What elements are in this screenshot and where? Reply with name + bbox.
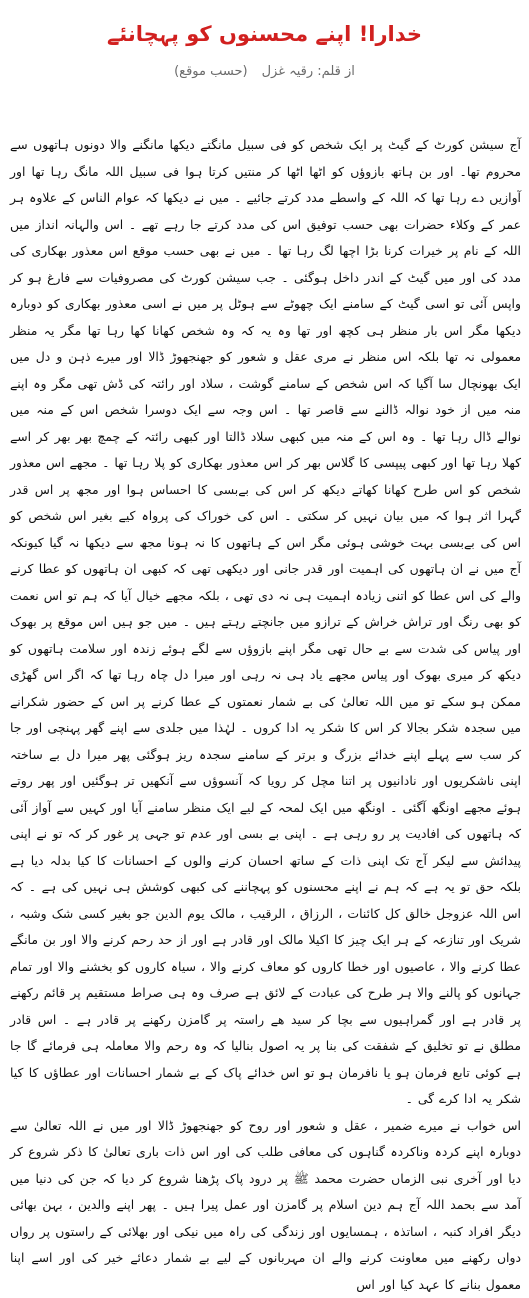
author-name: از قلم: رقیہ غزل <box>262 64 355 79</box>
article-body <box>10 132 521 1298</box>
article-title: خدارا! اپنے محسنوں کو پہچانئے <box>0 20 529 48</box>
article-paragraph: آج سیشن کورٹ کے گیٹ پر ایک شخص کو فی سبیل مانگتے دیکھا مانگنے والا دونوں ہاتھوں سے محروم تھا۔ اور بن ہاتھ بازوؤں کو اٹھا اٹھا کر منتیں کرتا ہوا فی سبیل اللہ مانگ رہا تھا اور آوازیں دے رہا تھا کہ اللہ کے واسطے مدد کرتے جائیے ۔ میں نے دیکھا کہ عوام الناس کے علاوہ ہر عمر کے وکلاء حضرات بھی حسب توفیق اس کی مدد کرتے جا رہے تھے ۔ اس والہانہ انداز میں اللہ کے نام پر خیرات کرنا بڑا اچھا لگ رہا تھا ۔ میں نے بھی حسب موقع اس معذور بھکاری کی مدد کی اور میں گیٹ کے اندر داخل ہوگئی ۔ جب سیشن کورٹ کی مصروفیات سے فارغ ہو کر واپس آئی تو اسی گیٹ کے سامنے ایک چھوٹے سے ہوٹل پر میں نے اسی معذور بھکاری کو دوبارہ دیکھا مگر اس بار منظر ہی کچھ اور تھا وہ یہ کہ وہ شخص کھانا کھا رہا تھا مگر یہ منظر معمولی نہ تھا بلکہ اس منظر نے مری عقل و شعور کو جھنجھوڑ ڈالا اور میرے ذہن و دل میں ایک بھونچال سا آگیا کہ اس شخص کے سامنے گوشت ، سلاد اور رائتہ کی ڈش تھی مگر وہ اپنے منہ میں از خود نوالہ ڈالنے سے قاصر تھا ۔ اس وجہ سے ایک دوسرا شخص اس کے منہ میں نوالے ڈال رہا تھا ۔ وہ اس کے منہ میں کبھی سلاد ڈالتا اور کبھی رائتہ کے چمچ بھر بھر کر اسے کھلا رہا تھا اور کبھی پیپسی کا گلاس بھر کر اس معذور بھکاری کو پلا رہا تھا ۔ مجھے اس معذور شخص کو اس طرح کھانا کھاتے دیکھ کر اس کی بےبسی کا احساس ہوا اور مجھ پر اس قدر گہرا اثر ہوا کہ میں بیان نہیں کر سکتی ۔ اس کی خوراک کی پرواہ کیے بغیر اس شخص کو اس کی بےبسی بہت خوشی ہوئی مگر اس کے ہاتھوں کا نہ ہونا مجھ سے دیکھا نہ گیا کیونکہ آج میں نے ان ہاتھوں کی اہمیت اور قدر جانی اور دیکھی تھی کہ کبھی ان ہاتھوں کو عطا کرنے والے کی اس عطا کو اتنی زیادہ اہمیت ہی نہ دی تھی ، بلکہ مجھے خیال آیا کہ ہم تو اس نعمت کو بھی رنگ اور تراش خراش کے ترازو میں جانچتے رہتے ہیں ۔ میں جو ہیں اس موقع پر بھوک اور پیاس کی شدت سے بے حال تھی مگر اپنے بازوؤں سے لگے ہوئے زندہ اور سلامت ہاتھوں کو دیکھ کر میری بھوک اور پیاس مجھے یاد ہی نہ رہی اور میرا دل چاہ رہا تھا کہ اگر اس گھڑی ممکن ہو سکے تو میں اللہ تعالیٰ کی بے شمار نعمتوں کے عطا کرنے پر اس کے حضور شکرانے میں سجدہ شکر بجالا کر اس کا شکر یہ ادا کروں ۔ لہٰذا میں جلدی سے اپنے گھر پہنچی اور جا کر سب سے پہلے اپنے خدائے بزرگ و برتر کے سامنے سجدہ ریز ہوگئی پھر میرا دل بے ساختہ اپنی ناشکریوں اور نادانیوں پر اتنا مچل کر رویا کہ آنسوؤں سے آنکھیں تر ہوگئیں اور پھر روتے ہوئے مجھے اونگھ آگئی ۔ اونگھ میں ایک لمحہ کے لیے ایک منظر سامنے آیا اور کہیں سے آواز آئی کہ ہاتھوں کی افادیت پر رو رہی ہے ۔ اپنی بے بسی اور عدم تو جہی پر غور کر کہ تو نے اپنی پیدائش سے لیکر آج تک اپنی ذات کے ساتھ احسان کرنے والوں کے احسانات کا کیا بدلہ دیا ہے بلکہ حق تو یہ ہے کہ ہم نے اپنے محسنوں کو پہچاننے کی کبھی کوشش ہی نہیں کی ہے ۔ کہ اس اللہ عزوجل خالق کل کائنات ، الرزاق ، الرقیب ، مالک یوم الدین جو بغیر کسی شک وشبہ ، شریک اور تنازعہ کے ہر ایک چیز کا اکیلا مالک اور قادر ہے اور از حد رحم کرنے والا اور بن مانگے عطا کرنے والا ، عاصیوں اور خطا کاروں کو معاف کرنے والا ، سیاہ کاروں کو بخشنے والا اور تمام جہانوں کو پالنے والا ہر طرح کی عبادت کے لائق ہے صرف وہ ہی صراط مستقیم پر قائم رکھنے پر قادر ہے اور گمراہیوں سے بچا کر سید ھے راستہ پر گامزن رکھنے پر قادر ہے ۔ اس قادر مطلق نے تو تخلیق کے شفقت کی بنا پر یہ اصول بنالیا کہ وہ رحم والا معاملہ ہی فرمائے گا جا ہے کوئی تابع فرمان ہو یا نافرمان ہو تو اس خدائے پاک کے بے شمار احسانات اور عطاؤں کا کیا شکر یہ ادا کرے گی ۔ <box>10 132 521 1113</box>
column-tag: (حسب موقع) <box>174 64 248 79</box>
article-byline <box>0 62 529 82</box>
article-paragraph: اس خواب نے میرے ضمیر ، عقل و شعور اور روح کو جھنجھوڑ ڈالا اور میں نے اللہ تعالیٰ سے دوبارہ اپنے کردہ وناکردہ گناہوں کی معافی طلب کی اور اس ذات باری تعالیٰ کا ذکر شروع کر دیا اور آخری نبی الزماں حضرت محمد ﷺ پر درود پاک پڑھنا شروع کر دیا کہ جن کی دنیا میں آمد سے بحمد اللہ آج ہم دین اسلام پر گامزن اور عمل پیرا ہیں ۔ پھر اپنے والدین ، بہن بھائی دیگر افراد کنبہ ، اساتذہ ، ہمسایوں اور زندگی کی راہ میں نیکی اور بھلائی کے راستوں پر رواں دواں رکھنے میں معاونت کرنے والے ان مہربانوں کے لیے بے شمار دعائے خیر کی اور اسے اپنا معمول بنانے کا عہد کیا اور اس <box>10 1113 521 1298</box>
